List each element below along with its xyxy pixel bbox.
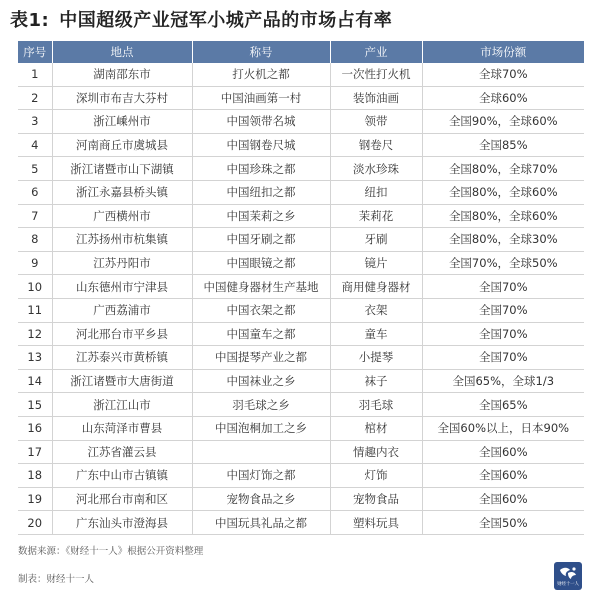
table-row <box>18 511 584 535</box>
cell-market-share: 全国80%，全球60% <box>422 204 584 228</box>
cell-location: 河北邢台市平乡县 <box>52 322 192 346</box>
cell-location: 浙江诸暨市大唐街道 <box>52 369 192 393</box>
cell-location: 浙江嵊州市 <box>52 110 192 134</box>
cell-market-share: 全国65% <box>422 393 584 417</box>
table-row <box>18 298 584 322</box>
cell-index: 10 <box>18 275 52 299</box>
cell-market-share: 全国70% <box>422 275 584 299</box>
cell-index: 4 <box>18 133 52 157</box>
cell-title: 中国茉莉之乡 <box>192 204 330 228</box>
cell-index: 5 <box>18 157 52 181</box>
header-market-share: 市场份额 <box>422 41 584 63</box>
cell-market-share: 全国70%，全球50% <box>422 251 584 275</box>
table-row <box>18 63 584 86</box>
table-header-row <box>18 41 584 63</box>
table-row <box>18 440 584 464</box>
cell-industry: 商用健身器材 <box>330 275 422 299</box>
cell-title <box>192 440 330 464</box>
cell-market-share: 全国80%，全球70% <box>422 157 584 181</box>
logo-text: 财经十一人 <box>557 582 579 587</box>
table-row <box>18 346 584 370</box>
cell-market-share: 全国80%，全球30% <box>422 228 584 252</box>
cell-title: 中国钢卷尺城 <box>192 133 330 157</box>
cell-location: 浙江江山市 <box>52 393 192 417</box>
cell-index: 19 <box>18 487 52 511</box>
cell-location: 浙江永嘉县桥头镇 <box>52 180 192 204</box>
cell-industry: 领带 <box>330 110 422 134</box>
cell-index: 13 <box>18 346 52 370</box>
cell-index: 3 <box>18 110 52 134</box>
cell-title: 中国提琴产业之都 <box>192 346 330 370</box>
table-row <box>18 251 584 275</box>
cell-industry: 装饰油画 <box>330 86 422 110</box>
cell-market-share: 全国70% <box>422 322 584 346</box>
cell-industry: 小提琴 <box>330 346 422 370</box>
cell-industry: 灯饰 <box>330 464 422 488</box>
cell-location: 广西荔浦市 <box>52 298 192 322</box>
cell-market-share: 全国80%，全球60% <box>422 180 584 204</box>
cell-market-share: 全国85% <box>422 133 584 157</box>
cell-market-share: 全国70% <box>422 346 584 370</box>
cell-market-share: 全国60%以上，日本90% <box>422 416 584 440</box>
cell-location: 广西横州市 <box>52 204 192 228</box>
table-row <box>18 86 584 110</box>
cell-index: 11 <box>18 298 52 322</box>
cell-index: 12 <box>18 322 52 346</box>
cell-industry: 一次性打火机 <box>330 63 422 86</box>
caijing-logo-icon <box>554 562 582 590</box>
cell-market-share: 全国65%，全球1/3 <box>422 369 584 393</box>
cell-market-share: 全国60% <box>422 487 584 511</box>
table-row <box>18 487 584 511</box>
market-share-table <box>18 41 584 535</box>
title-text: 中国超级产业冠军小城产品的市场占有率 <box>59 10 393 31</box>
title-number: 表1: <box>10 10 50 31</box>
cell-title: 中国泡桐加工之乡 <box>192 416 330 440</box>
cell-industry: 纽扣 <box>330 180 422 204</box>
cell-title: 中国健身器材生产基地 <box>192 275 330 299</box>
cell-location: 河北邢台市南和区 <box>52 487 192 511</box>
cell-industry: 羽毛球 <box>330 393 422 417</box>
cell-market-share: 全国60% <box>422 464 584 488</box>
cell-location: 河南商丘市虞城县 <box>52 133 192 157</box>
cell-title: 打火机之都 <box>192 63 330 86</box>
cell-market-share: 全国50% <box>422 511 584 535</box>
cell-location: 江苏泰兴市黄桥镇 <box>52 346 192 370</box>
cell-market-share: 全国60% <box>422 440 584 464</box>
cell-industry: 钢卷尺 <box>330 133 422 157</box>
cell-index: 8 <box>18 228 52 252</box>
cell-industry: 宠物食品 <box>330 487 422 511</box>
cell-location: 山东德州市宁津县 <box>52 275 192 299</box>
header-industry: 产业 <box>330 41 422 63</box>
table-row <box>18 204 584 228</box>
table-row <box>18 228 584 252</box>
header-index: 序号 <box>18 41 52 63</box>
cell-industry: 童车 <box>330 322 422 346</box>
cell-market-share: 全球70% <box>422 63 584 86</box>
cell-location: 江苏省灌云县 <box>52 440 192 464</box>
cell-industry: 牙刷 <box>330 228 422 252</box>
cell-title: 中国牙刷之都 <box>192 228 330 252</box>
cell-index: 18 <box>18 464 52 488</box>
producer-note: 制表：财经十一人 <box>18 574 95 585</box>
cell-title: 中国灯饰之都 <box>192 464 330 488</box>
cell-index: 14 <box>18 369 52 393</box>
table-row <box>18 464 584 488</box>
cell-industry: 棺材 <box>330 416 422 440</box>
cell-location: 浙江诸暨市山下湖镇 <box>52 157 192 181</box>
cell-industry: 淡水珍珠 <box>330 157 422 181</box>
cell-title: 中国袜业之乡 <box>192 369 330 393</box>
cell-location: 广东中山市古镇镇 <box>52 464 192 488</box>
cell-index: 2 <box>18 86 52 110</box>
cell-industry: 衣架 <box>330 298 422 322</box>
cell-index: 17 <box>18 440 52 464</box>
cell-title: 中国珍珠之都 <box>192 157 330 181</box>
data-source-note: 数据来源：《财经十一人》根据公开资料整理 <box>18 546 204 557</box>
cell-title: 中国油画第一村 <box>192 86 330 110</box>
cell-industry: 塑料玩具 <box>330 511 422 535</box>
table-row <box>18 133 584 157</box>
cell-location: 广东汕头市澄海县 <box>52 511 192 535</box>
table-row <box>18 275 584 299</box>
cell-index: 16 <box>18 416 52 440</box>
cell-index: 9 <box>18 251 52 275</box>
cell-title: 羽毛球之乡 <box>192 393 330 417</box>
cell-market-share: 全国70% <box>422 298 584 322</box>
cell-index: 1 <box>18 63 52 86</box>
cell-industry: 袜子 <box>330 369 422 393</box>
cell-market-share: 全国90%，全球60% <box>422 110 584 134</box>
cell-title: 中国衣架之都 <box>192 298 330 322</box>
cell-title: 中国眼镜之都 <box>192 251 330 275</box>
cell-index: 20 <box>18 511 52 535</box>
table-row <box>18 110 584 134</box>
cell-industry: 情趣内衣 <box>330 440 422 464</box>
table-row <box>18 369 584 393</box>
cell-industry: 镜片 <box>330 251 422 275</box>
cell-title: 宠物食品之乡 <box>192 487 330 511</box>
table-row <box>18 322 584 346</box>
header-title: 称号 <box>192 41 330 63</box>
cell-location: 湖南邵东市 <box>52 63 192 86</box>
page-title <box>10 6 392 32</box>
cell-index: 7 <box>18 204 52 228</box>
cell-index: 15 <box>18 393 52 417</box>
cell-title: 中国玩具礼品之都 <box>192 511 330 535</box>
cell-title: 中国领带名城 <box>192 110 330 134</box>
table-row <box>18 393 584 417</box>
cell-location: 江苏扬州市杭集镇 <box>52 228 192 252</box>
cell-industry: 茉莉花 <box>330 204 422 228</box>
cell-location: 山东菏泽市曹县 <box>52 416 192 440</box>
table-row <box>18 157 584 181</box>
table-row <box>18 416 584 440</box>
header-location: 地点 <box>52 41 192 63</box>
table-body <box>18 63 584 534</box>
cell-index: 6 <box>18 180 52 204</box>
table-row <box>18 180 584 204</box>
cell-location: 江苏丹阳市 <box>52 251 192 275</box>
cell-title: 中国童车之都 <box>192 322 330 346</box>
cell-market-share: 全球60% <box>422 86 584 110</box>
cell-location: 深圳市布吉大芬村 <box>52 86 192 110</box>
cell-title: 中国纽扣之都 <box>192 180 330 204</box>
